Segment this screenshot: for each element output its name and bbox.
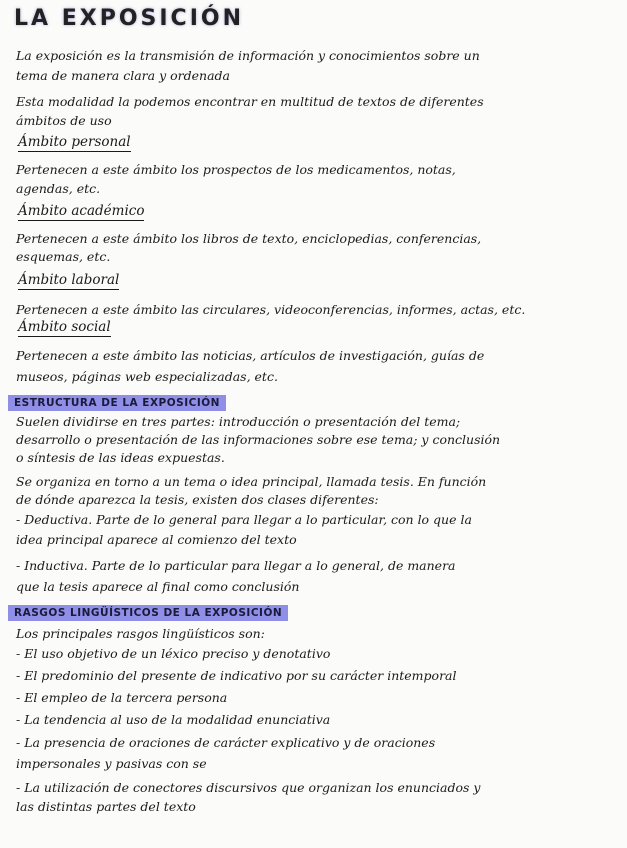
intro-line: Esta modalidad la podemos encontrar en multitud de textos de diferentes xyxy=(16,94,484,109)
body-line: Pertenecen a este ámbito los libros de texto, enciclopedias, conferencias, xyxy=(16,231,482,246)
body-line: - Inductiva. Parte de lo particular para llegar a lo general, de manera xyxy=(16,558,456,573)
body-line: - Deductiva. Parte de lo general para llegar a lo particular, con lo que la xyxy=(16,512,472,527)
body-line: las distintas partes del texto xyxy=(16,799,196,814)
intro-line: tema de manera clara y ordenada xyxy=(16,68,230,83)
body-line: idea principal aparece al comienzo del texto xyxy=(16,532,297,547)
intro-line: ámbitos de uso xyxy=(16,113,112,128)
body-line: Los principales rasgos lingüísticos son: xyxy=(16,626,265,641)
body-line: impersonales y pasivas con se xyxy=(16,756,207,771)
section-heading-personal: Ámbito personal xyxy=(18,134,131,150)
section-band-rasgos: RASGOS LINGÜÍSTICOS DE LA EXPOSICIÓN xyxy=(8,605,288,621)
body-line: - El predominio del presente de indicativo por su carácter intemporal xyxy=(16,668,457,683)
body-line: esquemas, etc. xyxy=(16,249,111,264)
body-line: - La utilización de conectores discursivos que organizan los enunciados y xyxy=(16,780,481,795)
body-line: - La tendencia al uso de la modalidad enunciativa xyxy=(16,712,331,727)
section-band-estructura: ESTRUCTURA DE LA EXPOSICIÓN xyxy=(8,395,226,411)
section-heading-social: Ámbito social xyxy=(18,319,111,335)
body-line: museos, páginas web especializadas, etc. xyxy=(16,369,278,384)
section-heading-academico: Ámbito académico xyxy=(18,203,145,219)
body-line: Pertenecen a este ámbito los prospectos de los medicamentos, notas, xyxy=(16,162,456,177)
intro-line: La exposición es la transmisión de información y conocimientos sobre un xyxy=(16,48,480,63)
body-line: Se organiza en torno a un tema o idea principal, llamada tesis. En función xyxy=(16,474,487,489)
body-line: agendas, etc. xyxy=(16,181,101,196)
body-line: de dónde aparezca la tesis, existen dos clases diferentes: xyxy=(16,492,379,507)
body-line: o síntesis de las ideas expuestas. xyxy=(16,450,225,465)
body-line: Suelen dividirse en tres partes: introducción o presentación del tema; xyxy=(16,414,461,429)
body-line: desarrollo o presentación de las informaciones sobre ese tema; y conclusión xyxy=(16,432,501,447)
body-line: - La presencia de oraciones de carácter explicativo y de oraciones xyxy=(16,735,436,750)
section-heading-laboral: Ámbito laboral xyxy=(18,272,120,288)
page-title: LA EXPOSICIÓN xyxy=(14,6,244,31)
body-line: - El empleo de la tercera persona xyxy=(16,690,228,705)
body-line: Pertenecen a este ámbito las circulares, videoconferencias, informes, actas, etc. xyxy=(16,302,526,317)
body-line: Pertenecen a este ámbito las noticias, artículos de investigación, guías de xyxy=(16,348,485,363)
body-line: - El uso objetivo de un léxico preciso y denotativo xyxy=(16,646,331,661)
body-line: que la tesis aparece al final como conclusión xyxy=(16,579,300,594)
